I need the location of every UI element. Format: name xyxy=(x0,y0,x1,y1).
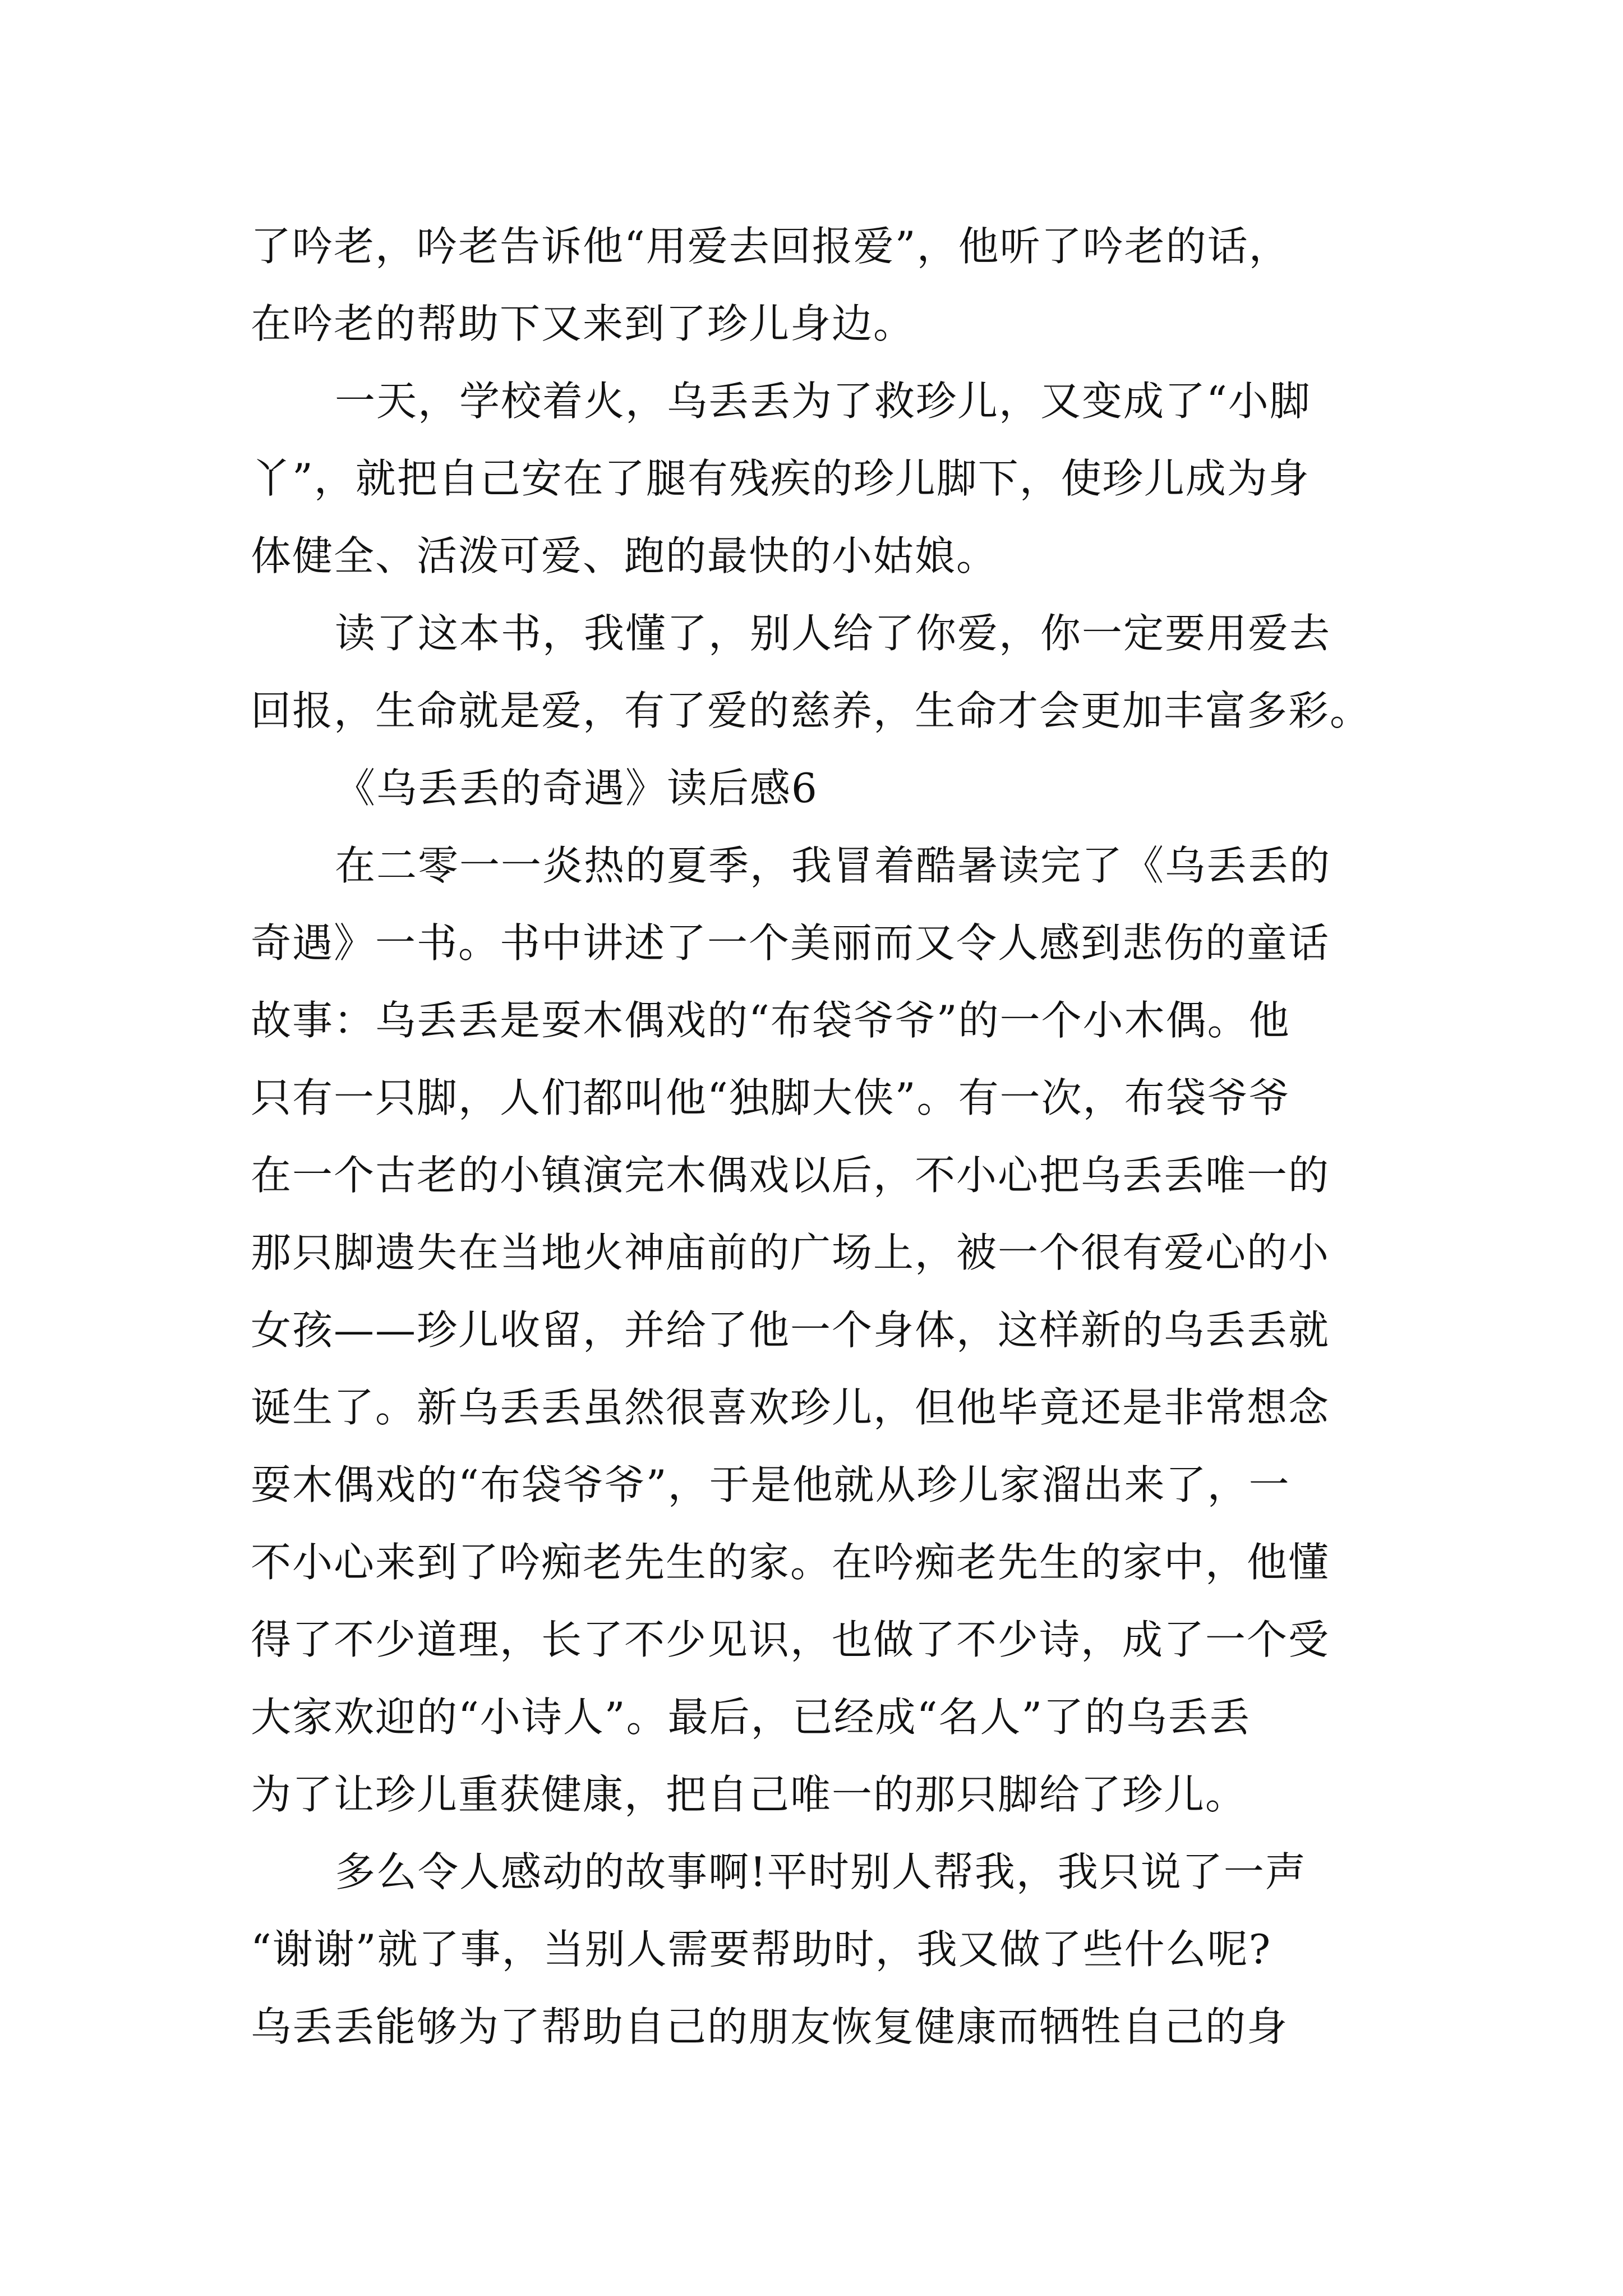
text-line: 得了不少道理，长了不少见识，也做了不少诗，成了一个受 xyxy=(251,1616,1330,1663)
text-line: 耍木偶戏的“布袋爷爷”，于是他就从珍儿家溜出来了，一 xyxy=(251,1461,1290,1508)
text-line: 了吟老，吟老告诉他“用爱去回报爱”，他听了吟老的话， xyxy=(251,223,1290,270)
paragraph-5 xyxy=(251,827,1378,1833)
paragraph-3 xyxy=(251,595,1378,749)
paragraph-2 xyxy=(251,362,1378,595)
text-line: 读了这本书，我懂了，别人给了你爱，你一定要用爱去 xyxy=(335,610,1331,657)
heading-text: 《乌丢丢的奇遇》读后感6 xyxy=(335,765,818,812)
text-line: 丫”，就把自己安在了腿有残疾的珍儿脚下，使珍儿成为身 xyxy=(251,455,1310,502)
text-line: 不小心来到了吟痴老先生的家。在吟痴老先生的家中，他懂 xyxy=(251,1539,1330,1586)
text-line: 回报，生命就是爱，有了爱的慈养，生命才会更加丰富多彩。 xyxy=(251,687,1372,734)
text-line: 为了让珍儿重获健康，把自己唯一的那只脚给了珍儿。 xyxy=(251,1771,1247,1818)
text-line: 大家欢迎的“小诗人”。最后，已经成“名人”了的乌丢丢 xyxy=(251,1694,1251,1741)
text-line: 故事：乌丢丢是耍木偶戏的“布袋爷爷”的一个小木偶。他 xyxy=(251,997,1290,1044)
text-line: 多么令人感动的故事啊!平时别人帮我，我只说了一声 xyxy=(335,1848,1307,1895)
text-line: “谢谢”就了事，当别人需要帮助时，我又做了些什么呢? xyxy=(251,1926,1272,1973)
section-heading xyxy=(251,749,1378,827)
text-line: 在一个古老的小镇演完木偶戏以后，不小心把乌丢丢唯一的 xyxy=(251,1152,1330,1199)
text-line: 一天，学校着火，乌丢丢为了救珍儿，又变成了“小脚 xyxy=(335,378,1311,425)
text-line: 诞生了。新乌丢丢虽然很喜欢珍儿，但他毕竟还是非常想念 xyxy=(251,1384,1330,1431)
document-body xyxy=(251,208,1378,2065)
paragraph-6 xyxy=(251,1833,1378,2065)
text-line: 在二零一一炎热的夏季，我冒着酷暑读完了《乌丢丢的 xyxy=(335,842,1331,889)
paragraph-1 xyxy=(251,208,1378,362)
text-line: 乌丢丢能够为了帮助自己的朋友恢复健康而牺牲自己的身 xyxy=(251,2003,1289,2050)
text-line: 那只脚遗失在当地火神庙前的广场上，被一个很有爱心的小 xyxy=(251,1229,1330,1276)
text-line: 在吟老的帮助下又来到了珍儿身边。 xyxy=(251,300,915,347)
text-line: 只有一只脚，人们都叫他“独脚大侠”。有一次，布袋爷爷 xyxy=(251,1074,1290,1121)
text-line: 体健全、活泼可爱、跑的最快的小姑娘。 xyxy=(251,532,998,579)
text-line: 女孩——珍儿收留，并给了他一个身体，这样新的乌丢丢就 xyxy=(251,1306,1330,1354)
text-line: 奇遇》一书。书中讲述了一个美丽而又令人感到悲伤的童话 xyxy=(251,919,1330,967)
